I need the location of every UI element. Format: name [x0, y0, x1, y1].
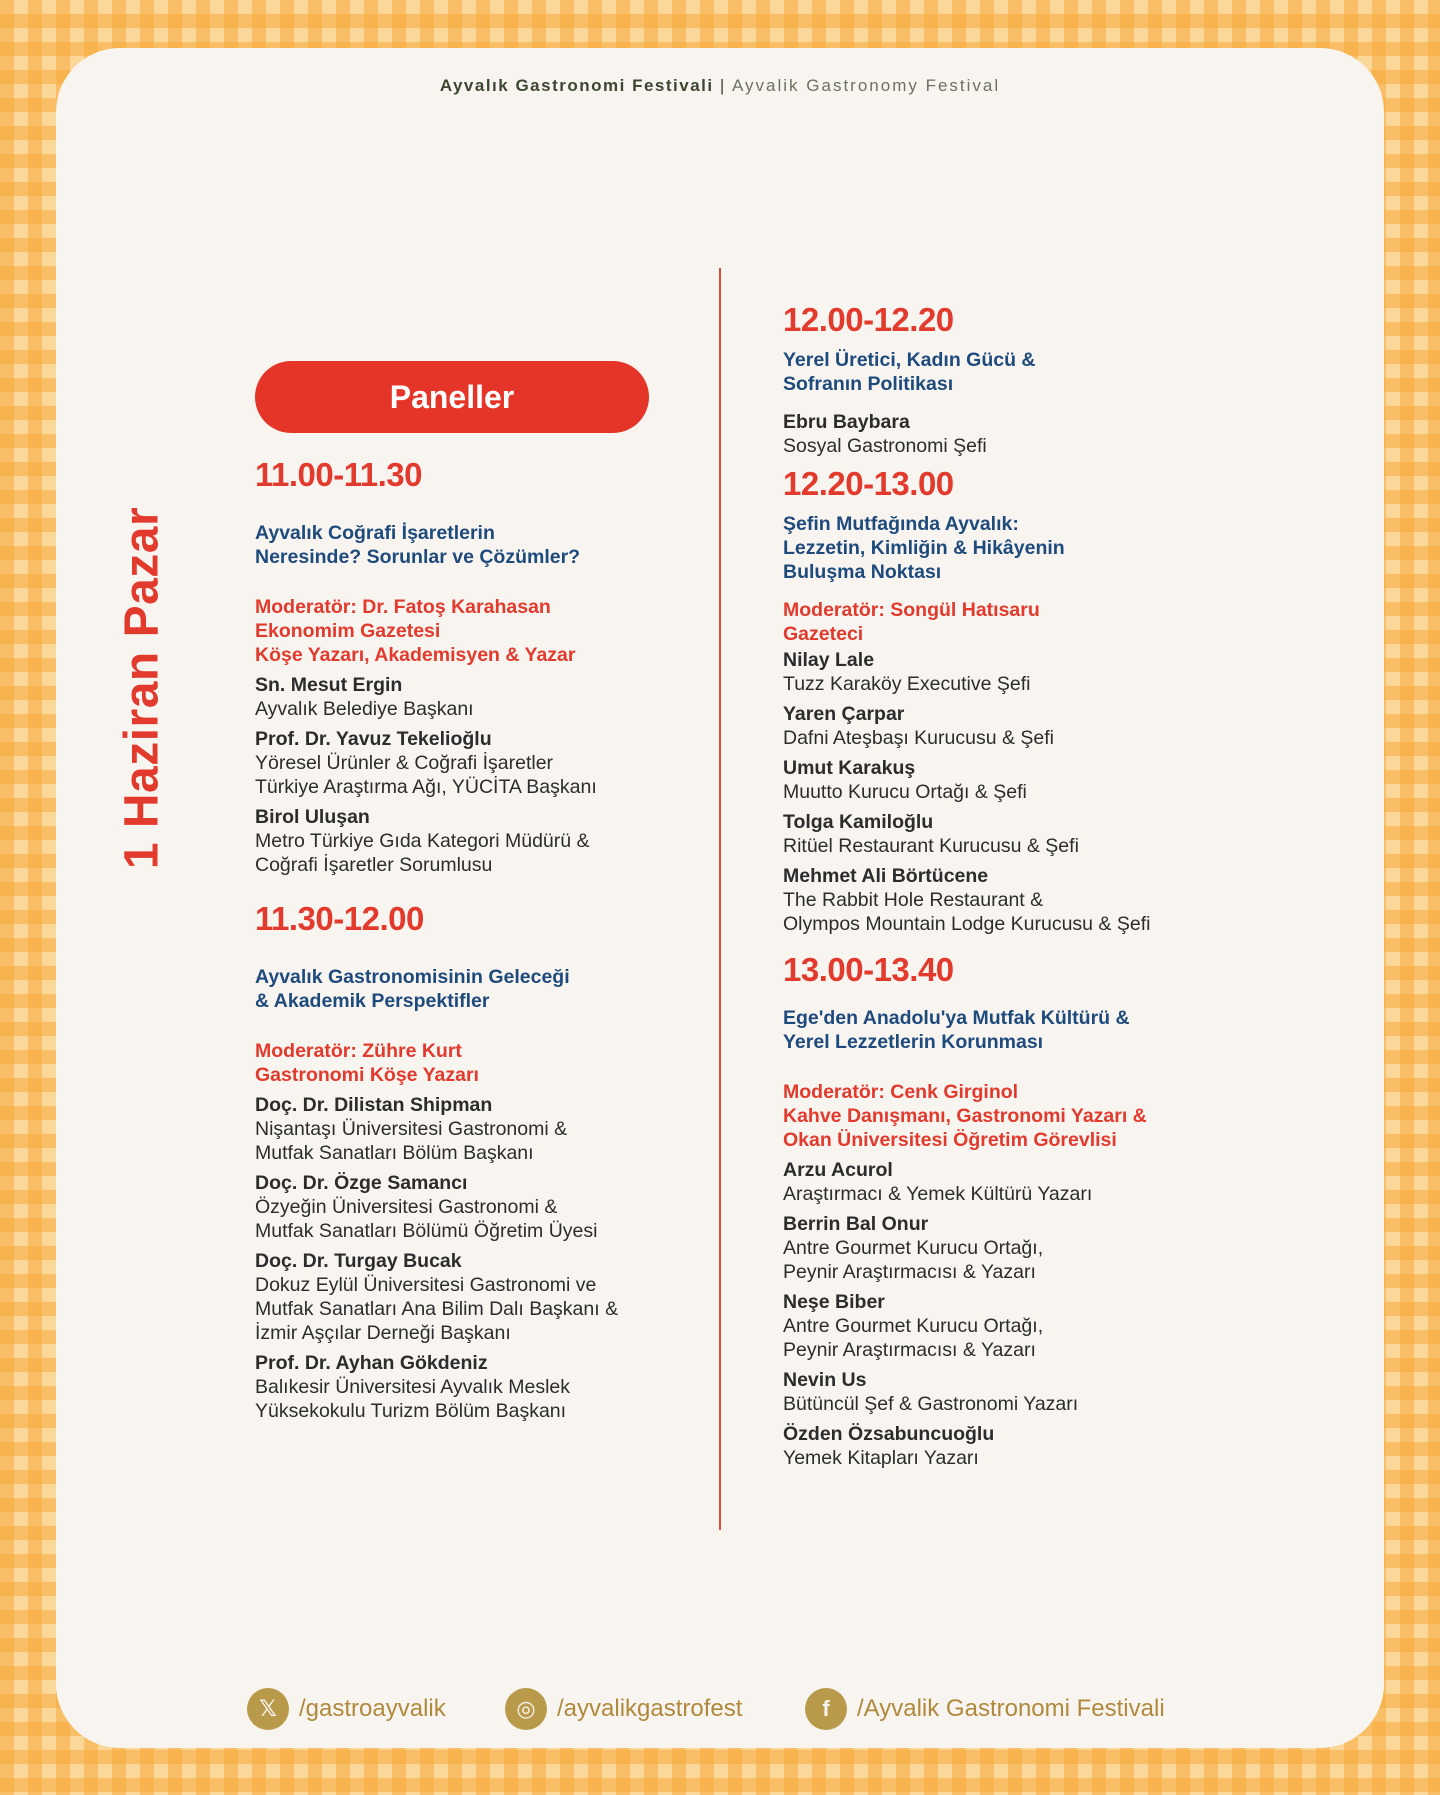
speaker-role: Mutfak Sanatları Bölümü Öğretim Üyesi	[255, 1220, 598, 1242]
speaker-role: Peynir Araştırmacısı & Yazarı	[783, 1261, 1036, 1283]
speaker	[255, 1249, 695, 1345]
speaker-role: The Rabbit Hole Restaurant &	[783, 889, 1044, 911]
speaker	[255, 1093, 695, 1165]
session-time: 11.00-11.30	[255, 456, 423, 493]
session-title-line: Ayvalık Gastronomisinin Geleceği	[255, 966, 570, 988]
festival-header	[56, 76, 1384, 96]
session-title	[783, 512, 1223, 584]
speaker-role: İzmir Aşçılar Derneği Başkanı	[255, 1322, 511, 1344]
speaker	[255, 805, 695, 877]
speaker-role: Bütüncül Şef & Gastronomi Yazarı	[783, 1393, 1079, 1415]
session-title-line: Ege'den Anadolu'ya Mutfak Kültürü &	[783, 1007, 1130, 1029]
left-sessions	[255, 455, 695, 1423]
header-separator: |	[719, 76, 726, 95]
side-date-text: 1 Haziran Pazar	[115, 506, 169, 870]
session-time: 11.30-12.00	[255, 900, 424, 937]
moderator	[255, 1039, 695, 1087]
session-title-line: Yerel Üretici, Kadın Gücü &	[783, 349, 1036, 371]
speaker-role: Türkiye Araştırma Ağı, YÜCİTA Başkanı	[255, 776, 597, 798]
session-title	[783, 348, 1223, 396]
social-x[interactable]	[247, 1688, 446, 1730]
speaker-name: Prof. Dr. Yavuz Tekelioğlu	[255, 728, 492, 750]
session-title-line: Lezzetin, Kimliğin & Hikâyenin	[783, 537, 1065, 559]
moderator-line: Moderatör: Dr. Fatoş Karahasan	[255, 596, 551, 618]
speaker-name: Umut Karakuş	[783, 757, 916, 779]
instagram-handle[interactable]: /ayvalikgastrofest	[557, 1695, 743, 1722]
festival-name-tr: Ayvalık Gastronomi Festivali	[439, 76, 714, 95]
session-title-line: Buluşma Noktası	[783, 561, 942, 583]
speaker	[783, 1158, 1223, 1206]
session-title-line: Yerel Lezzetlerin Korunması	[783, 1031, 1044, 1053]
speaker-role: Yöresel Ürünler & Coğrafi İşaretler	[255, 752, 554, 774]
speaker-name: Neşe Biber	[783, 1291, 885, 1313]
speaker	[783, 1290, 1223, 1362]
facebook-handle[interactable]: /Ayvalik Gastronomi Festivali	[857, 1695, 1165, 1722]
panels-pill: Paneller	[255, 361, 649, 433]
moderator-line: Moderatör: Cenk Girginol	[783, 1081, 1019, 1103]
moderator-line: Kahve Danışmanı, Gastronomi Yazarı &	[783, 1105, 1147, 1127]
speaker	[255, 1351, 695, 1423]
session-title	[255, 521, 695, 569]
speaker	[255, 1171, 695, 1243]
right-sessions	[783, 300, 1223, 1470]
speaker-name: Berrin Bal Onur	[783, 1213, 929, 1235]
facebook-icon: f	[805, 1688, 847, 1730]
speaker	[783, 756, 1223, 804]
session-title-line: Neresinde? Sorunlar ve Çözümler?	[255, 546, 581, 568]
speaker-role: Nişantaşı Üniversitesi Gastronomi &	[255, 1118, 568, 1140]
session-title-line: Şefin Mutfağında Ayvalık:	[783, 513, 1019, 535]
x-icon: 𝕏	[247, 1688, 289, 1730]
speaker-role: Metro Türkiye Gıda Kategori Müdürü &	[255, 830, 590, 852]
speaker-role: Balıkesir Üniversitesi Ayvalık Meslek	[255, 1376, 570, 1398]
speaker-role: Coğrafi İşaretler Sorumlusu	[255, 854, 493, 876]
x-handle[interactable]: /gastroayvalik	[299, 1695, 446, 1722]
speaker-name: Özden Özsabuncuoğlu	[783, 1423, 995, 1445]
speaker	[783, 1212, 1223, 1284]
speaker-name: Sn. Mesut Ergin	[255, 674, 403, 696]
right-column	[783, 300, 1223, 1476]
speaker	[255, 727, 695, 799]
session-time: 12.00-12.20	[783, 301, 954, 338]
moderator-line: Okan Üniversitesi Öğretim Görevlisi	[783, 1129, 1117, 1151]
moderator-line: Gazeteci	[783, 623, 864, 645]
moderator	[783, 598, 1223, 646]
social-instagram[interactable]	[505, 1688, 742, 1730]
session-title	[783, 1006, 1223, 1054]
session	[783, 300, 1223, 458]
speaker	[783, 864, 1223, 936]
speaker	[783, 648, 1223, 696]
speaker-role: Antre Gourmet Kurucu Ortağı,	[783, 1237, 1044, 1259]
instagram-icon: ◎	[505, 1688, 547, 1730]
session	[255, 455, 695, 877]
speaker	[783, 410, 1223, 458]
session-title-line: Sofranın Politikası	[783, 373, 954, 395]
speaker-name: Ebru Baybara	[783, 411, 910, 433]
speaker-name: Mehmet Ali Börtücene	[783, 865, 989, 887]
speaker-role: Peynir Araştırmacısı & Yazarı	[783, 1339, 1036, 1361]
speaker-name: Arzu Acurol	[783, 1159, 893, 1181]
speaker-role: Mutfak Sanatları Ana Bilim Dalı Başkanı &	[255, 1298, 619, 1320]
moderator-line: Gastronomi Köşe Yazarı	[255, 1064, 479, 1086]
speaker-name: Nevin Us	[783, 1369, 867, 1391]
speaker-role: Ritüel Restaurant Kurucusu & Şefi	[783, 835, 1079, 857]
speaker	[255, 673, 695, 721]
session-title-line: Ayvalık Coğrafi İşaretlerin	[255, 522, 495, 544]
speaker-name: Yaren Çarpar	[783, 703, 905, 725]
speaker-role: Yüksekokulu Turizm Bölüm Başkanı	[255, 1400, 567, 1422]
column-divider	[719, 268, 721, 1530]
speaker	[783, 702, 1223, 750]
speaker-role: Tuzz Karaköy Executive Şefi	[783, 673, 1031, 695]
speaker	[783, 1422, 1223, 1470]
speaker-name: Tolga Kamiloğlu	[783, 811, 934, 833]
speaker-role: Antre Gourmet Kurucu Ortağı,	[783, 1315, 1044, 1337]
moderator-line: Moderatör: Songül Hatısaru	[783, 599, 1040, 621]
speaker-name: Doç. Dr. Özge Samancı	[255, 1172, 468, 1194]
speaker-role: Özyeğin Üniversitesi Gastronomi &	[255, 1196, 558, 1218]
speaker-name: Nilay Lale	[783, 649, 875, 671]
moderator	[783, 1080, 1223, 1152]
festival-name-en: Ayvalik Gastronomy Festival	[732, 76, 1001, 95]
speaker-role: Yemek Kitapları Yazarı	[783, 1447, 979, 1469]
speaker-name: Birol Uluşan	[255, 806, 370, 828]
session	[783, 464, 1223, 936]
speaker-role: Dafni Ateşbaşı Kurucusu & Şefi	[783, 727, 1054, 749]
session	[783, 950, 1223, 1470]
speaker-role: Ayvalık Belediye Başkanı	[255, 698, 474, 720]
session-title-line: & Akademik Perspektifler	[255, 990, 490, 1012]
speaker-name: Doç. Dr. Dilistan Shipman	[255, 1094, 493, 1116]
social-facebook[interactable]	[805, 1688, 1165, 1730]
speaker-role: Sosyal Gastronomi Şefi	[783, 435, 987, 457]
speaker-name: Doç. Dr. Turgay Bucak	[255, 1250, 462, 1272]
moderator-line: Köşe Yazarı, Akademisyen & Yazar	[255, 644, 576, 666]
session	[255, 899, 695, 1423]
session-time: 12.20-13.00	[783, 465, 954, 502]
speaker-name: Prof. Dr. Ayhan Gökdeniz	[255, 1352, 488, 1374]
speaker-role: Olympos Mountain Lodge Kurucusu & Şefi	[783, 913, 1151, 935]
moderator	[255, 595, 695, 667]
speaker	[783, 810, 1223, 858]
speaker-role: Muutto Kurucu Ortağı & Şefi	[783, 781, 1027, 803]
session-title	[255, 965, 695, 1013]
speaker-role: Dokuz Eylül Üniversitesi Gastronomi ve	[255, 1274, 597, 1296]
speaker-role: Araştırmacı & Yemek Kültürü Yazarı	[783, 1183, 1093, 1205]
left-column	[255, 361, 695, 1429]
moderator-line: Ekonomim Gazetesi	[255, 620, 441, 642]
moderator-line: Moderatör: Zühre Kurt	[255, 1040, 462, 1062]
speaker	[783, 1368, 1223, 1416]
session-time: 13.00-13.40	[783, 951, 954, 988]
speaker-role: Mutfak Sanatları Bölüm Başkanı	[255, 1142, 534, 1164]
